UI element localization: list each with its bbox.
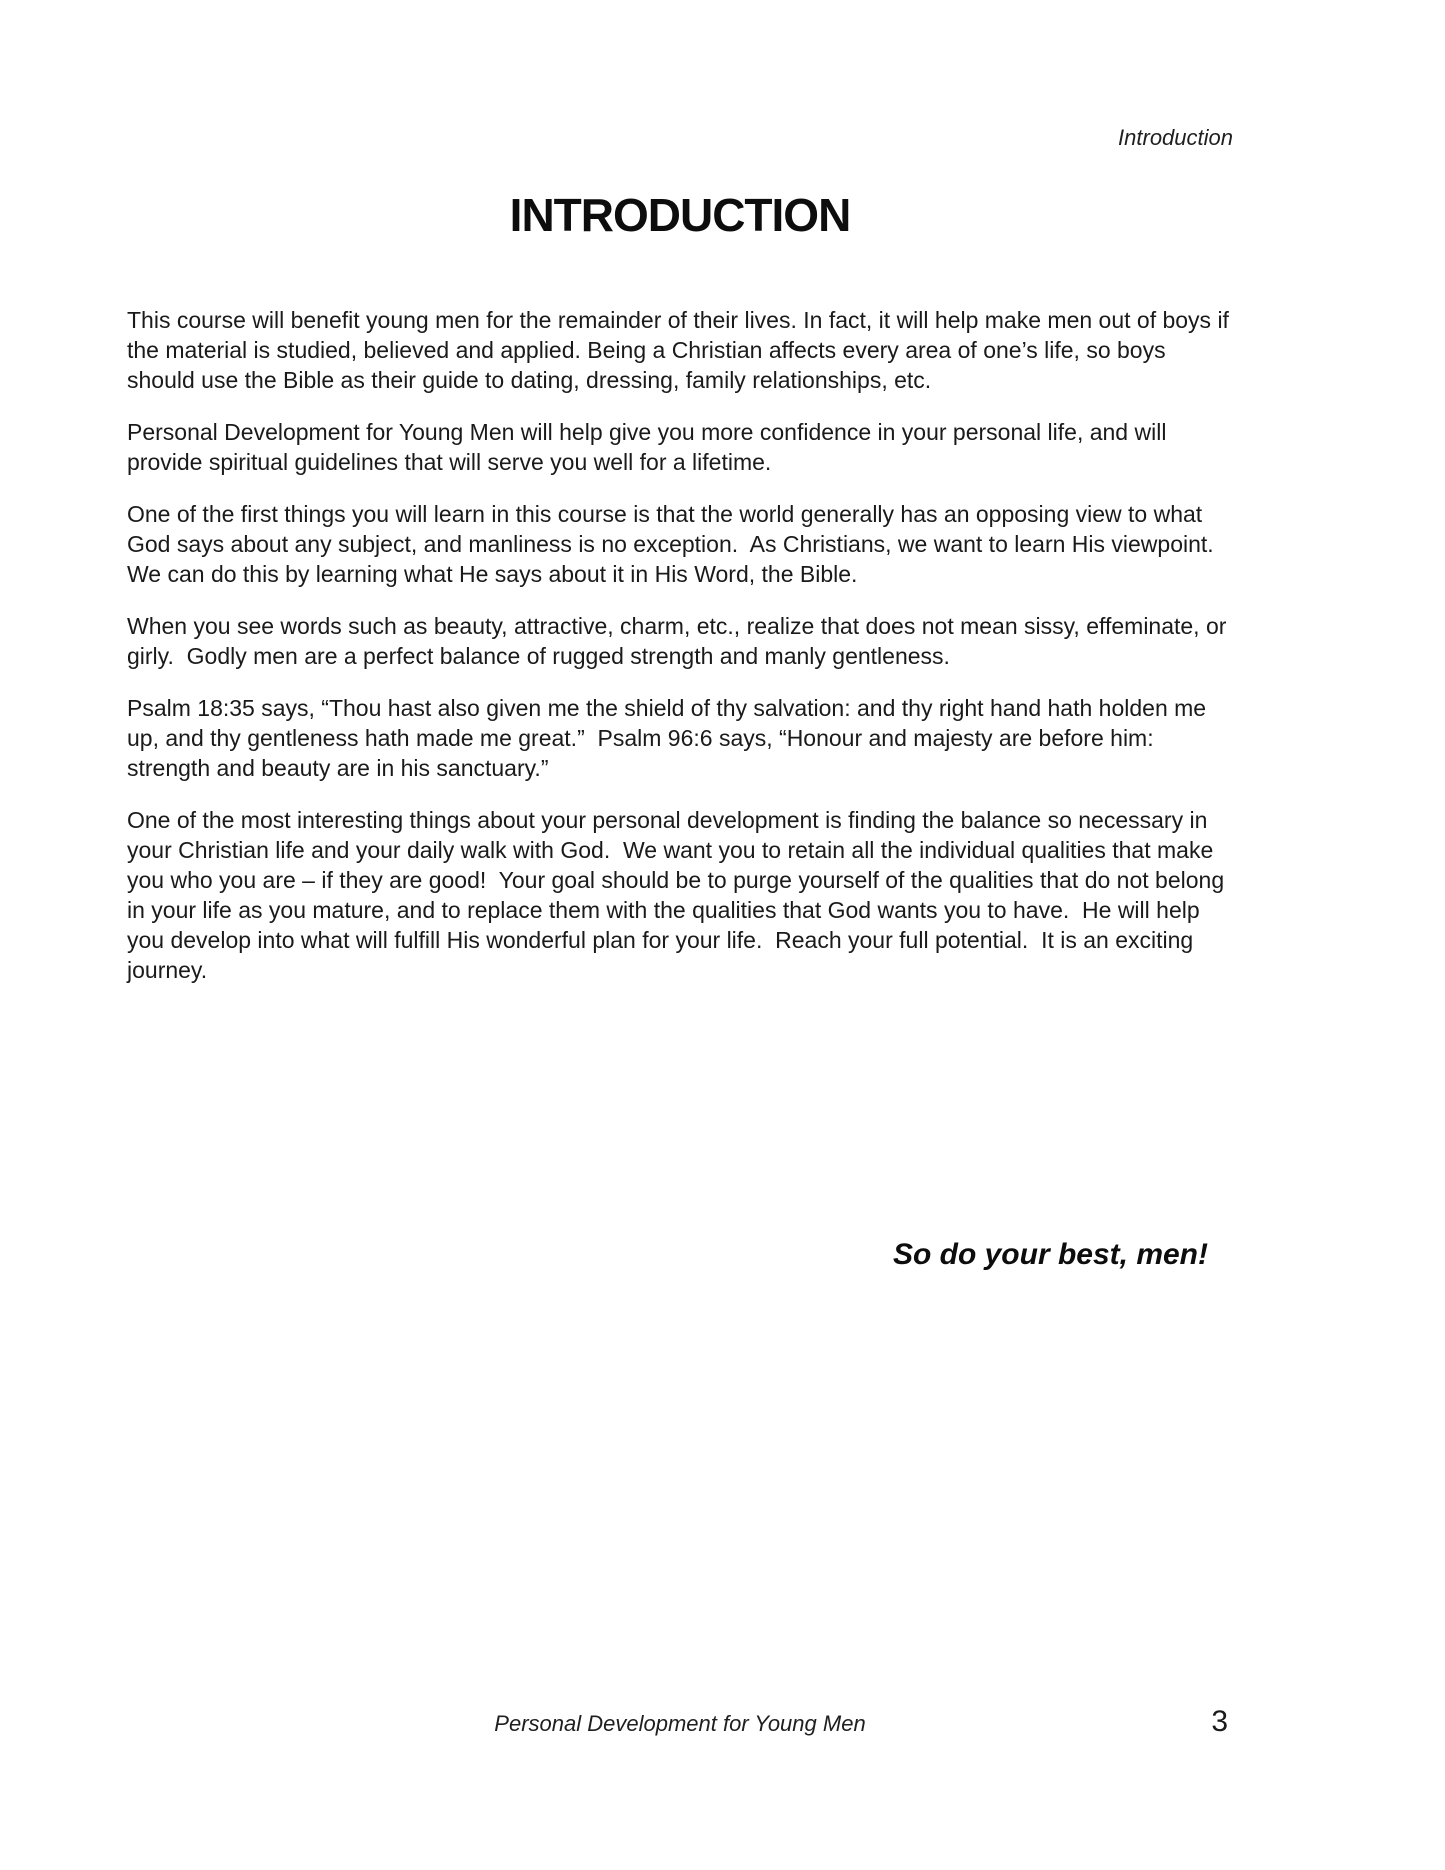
running-header: Introduction [1118,125,1233,150]
callout-text: So do your best, men! [892,1238,1208,1271]
paragraph: This course will benefit young men for the remainder of their lives. In fact, it will help make men out of boys if the material is studied, believed and applied. Being a Christian affects every area of one’s life, so boys should use the Bible as their guide to dating, dressing, family relationships, etc. [127,307,1236,393]
paragraph: One of the most interesting things about your personal development is finding the balance so necessary in your Christian life and your daily walk with God. We want you to retain all the individual qualities that make you who you are – if they are good! Your goal should be to purge yourself of the qualities that do not belong in your life as you mature, and to replace them with the qualities that God wants you to have. He will help you develop into what will fulfill His wonderful plan for your life. Reach your full potential. It is an exciting journey. [127,807,1231,983]
paragraph: Personal Development for Young Men will help give you more confidence in your personal life, and will provide spiritual guidelines that will serve you well for a lifetime. [127,419,1173,475]
footer-book-title: Personal Development for Young Men [494,1711,866,1736]
footer [127,1705,1233,1738]
paragraph: When you see words such as beauty, attractive, charm, etc., realize that does not mean sissy, effeminate, or girly. Godly men are a perfect balance of rugged strength and manly gentleness. [127,613,1233,669]
body-content [127,305,1236,1007]
paragraph: Psalm 18:35 says, “Thou hast also given me the shield of thy salvation: and thy right hand hath holden me up, and thy gentleness hath made me great.” Psalm 96:6 says, “Honour and majesty are before him: strength and beauty are in his sanctuary.” [127,695,1213,781]
page-title: INTRODUCTION [509,188,851,241]
page-number: 3 [1211,1705,1228,1738]
paragraph: One of the first things you will learn in this course is that the world generally has an opposing view to what God says about any subject, and manliness is no exception. As Christians, we want to learn His viewpoint. We can do this by learning what He says about it in His Word, the Bible. [127,501,1227,587]
